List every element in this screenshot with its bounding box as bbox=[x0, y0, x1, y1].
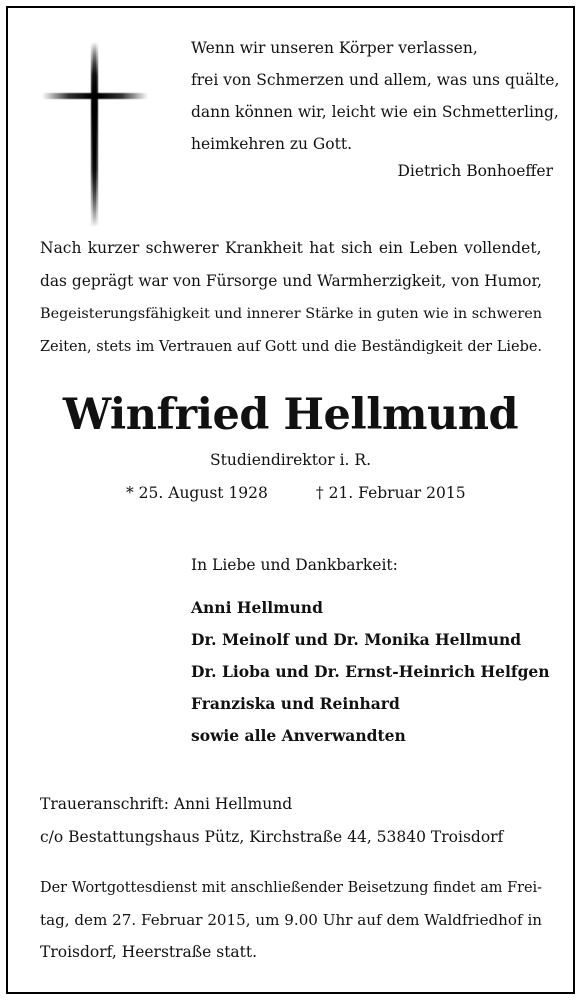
birth-date: * 25. August 1928 bbox=[126, 484, 268, 502]
address-line: c/o Bestattungshaus Pütz, Kirchstraße 44, 53840 Troisdorf bbox=[40, 828, 504, 846]
poem bbox=[191, 32, 559, 160]
mourner-name: sowie alle Anverwandten bbox=[191, 726, 406, 745]
mourner-name: Dr. Lioba und Dr. Ernst-Heinrich Helfgen bbox=[191, 662, 550, 681]
poem-line: Wenn wir unseren Körper verlassen, bbox=[191, 39, 478, 57]
mourner-name: Dr. Meinolf und Dr. Monika Hellmund bbox=[191, 630, 522, 649]
obituary-frame bbox=[6, 6, 575, 994]
death-date: † 21. Februar 2015 bbox=[315, 484, 466, 502]
tribute-text bbox=[40, 232, 542, 364]
life-dates bbox=[126, 484, 466, 502]
tribute-line: Nach kurzer schwerer Krankheit hat sich ein Leben vollendet, bbox=[40, 239, 542, 257]
poem-line: heimkehren zu Gott. bbox=[191, 135, 353, 153]
service-notice bbox=[40, 872, 542, 968]
tribute-line: Begeisterungsfähigkeit und innerer Stärke in guten wie in schweren bbox=[40, 306, 542, 322]
mourner-name: Anni Hellmund bbox=[191, 598, 323, 617]
poem-line: frei von Schmerzen und allem, was uns quälte, bbox=[191, 71, 560, 89]
poem-line: dann können wir, leicht wie ein Schmetterling, bbox=[191, 103, 559, 121]
address-line: Traueranschrift: Anni Hellmund bbox=[40, 795, 293, 813]
deceased-title: Studiendirektor i. R. bbox=[209, 451, 372, 469]
tribute-line: das geprägt war von Fürsorge und Warmherzigkeit, von Humor, bbox=[40, 272, 542, 290]
service-line: Troisdorf, Heerstraße statt. bbox=[40, 943, 258, 961]
mourners-list bbox=[191, 592, 550, 752]
service-line: tag, dem 27. Februar 2015, um 9.00 Uhr auf dem Waldfriedhof in bbox=[40, 911, 542, 929]
deceased-name: Winfried Hellmund bbox=[62, 390, 519, 440]
mourner-name: Franziska und Reinhard bbox=[191, 694, 400, 713]
poem-author: Dietrich Bonhoeffer bbox=[397, 162, 553, 180]
tribute-line: Zeiten, stets im Vertrauen auf Gott und die Beständigkeit der Liebe. bbox=[40, 339, 542, 355]
service-line: Der Wortgottesdienst mit anschließender Beisetzung findet am Frei- bbox=[40, 880, 542, 896]
mourning-address bbox=[40, 788, 503, 854]
mourners-intro: In Liebe und Dankbarkeit: bbox=[191, 556, 398, 574]
